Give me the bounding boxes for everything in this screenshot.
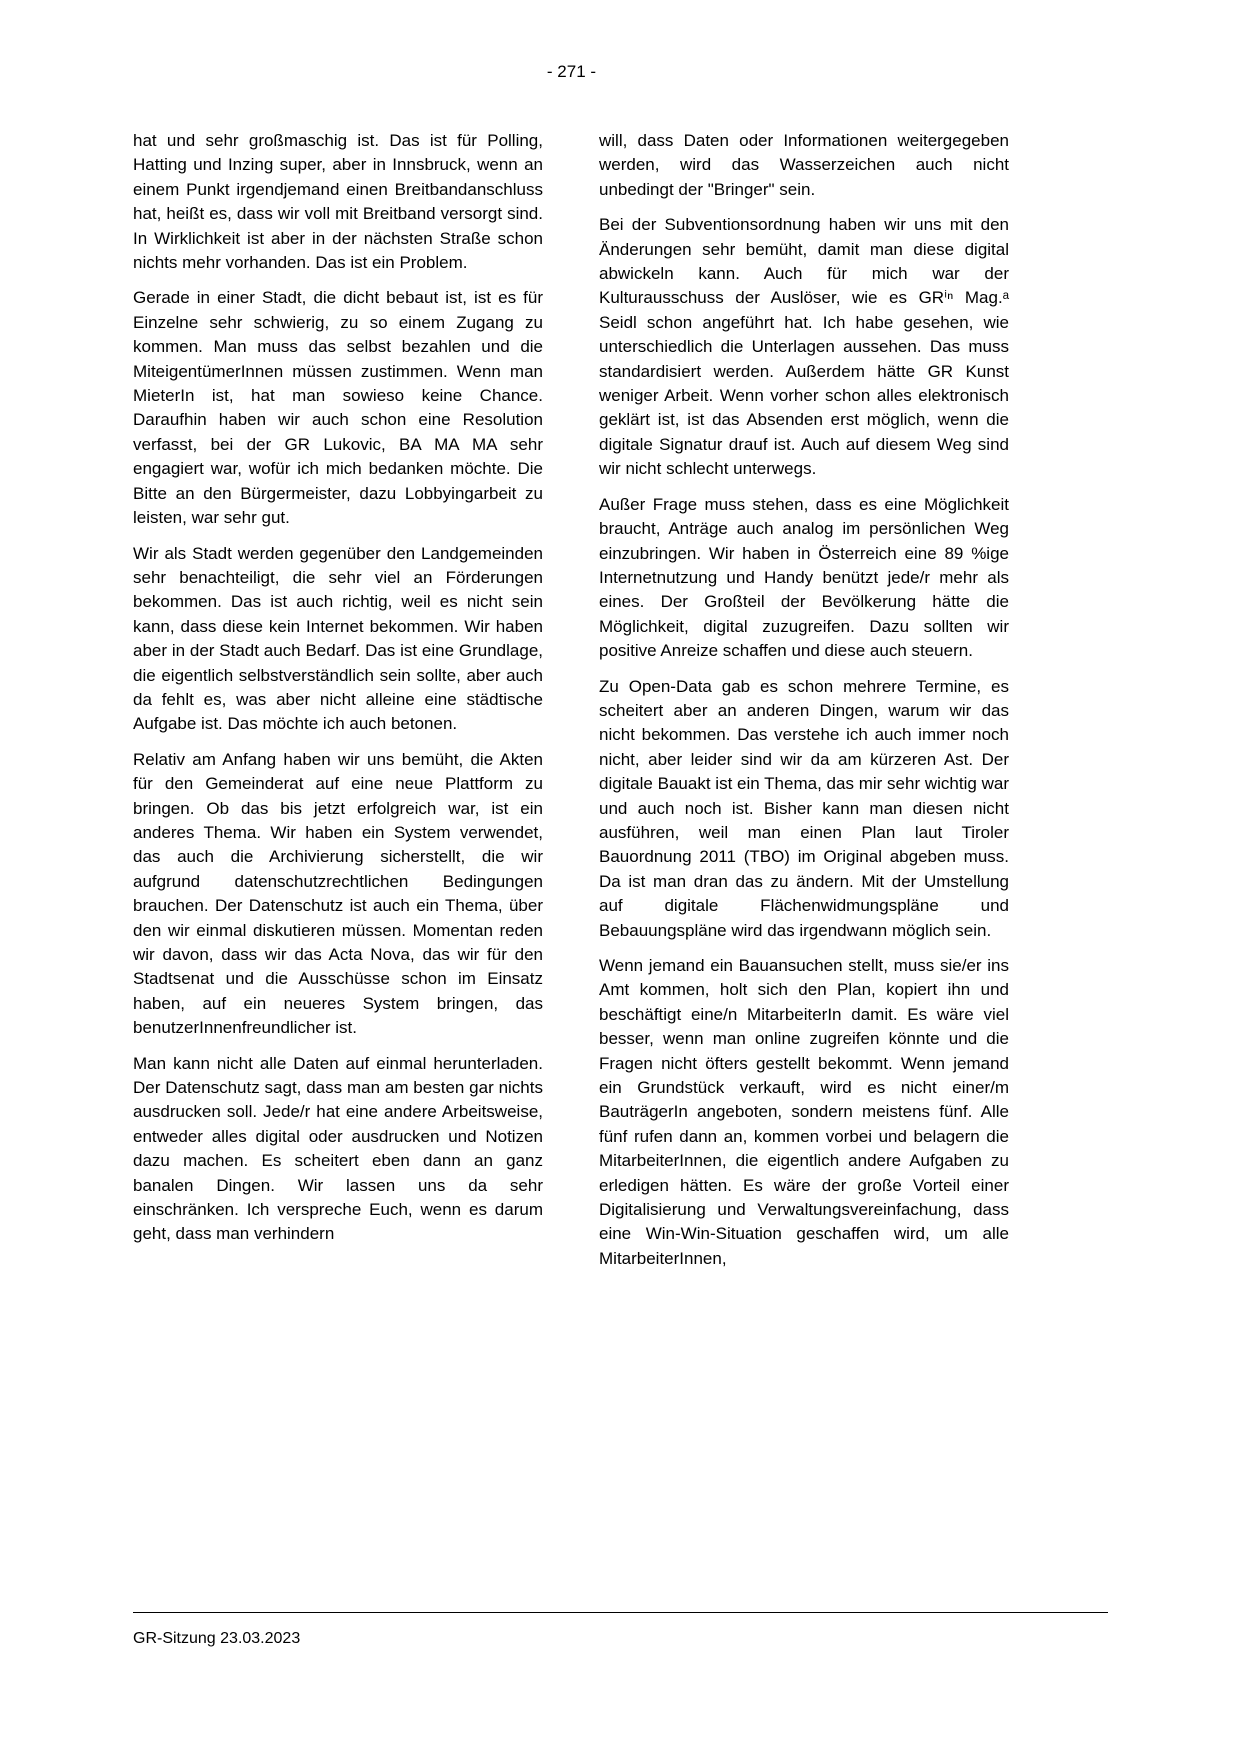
paragraph: hat und sehr großmaschig ist. Das ist für Polling, Hatting und Inzing super, aber in Innsbruck, wenn an einem Punkt irgendjemand einen Breitbandanschluss hat, heißt es, dass wir voll mit Breitband versorgt sind. In Wirklichkeit ist aber in der nächsten Straße schon nichts mehr vorhanden. Das ist ein Problem.	[133, 131, 543, 273]
page-number: - 271 -	[546, 62, 597, 81]
left-column	[133, 129, 543, 1282]
footer-divider	[133, 1612, 1108, 1613]
right-column	[599, 129, 1009, 1282]
paragraph: Wir als Stadt werden gegenüber den Landgemeinden sehr benachteiligt, die sehr viel an Förderungen bekommen. Das ist auch richtig, weil es nicht sein kann, dass diese kein Internet bekommen. Wir haben aber in der Stadt auch Bedarf. Das ist eine Grundlage, die eigentlich selbstverständlich sein sollte, aber auch da fehlt es, was aber nicht alleine eine städtische Aufgabe ist. Das möchte ich auch betonen.	[133, 543, 543, 734]
paragraph: Wenn jemand ein Bauansuchen stellt, muss sie/er ins Amt kommen, holt sich den Plan, kopiert ihn und beschäftigt eine/n MitarbeiterIn damit. Es wäre viel besser, wenn man online zugreifen könnte und die Fragen nicht öfters gestellt bekommt. Wenn jemand ein Grundstück verkauft, wird es nicht einer/m BauträgerIn angeboten, sondern meistens fünf. Alle fünf rufen dann an, kommen vorbei und belagern die MitarbeiterInnen, die eigentlich andere Aufgaben zu erledigen hätten. Es wäre der große Vorteil einer Digitalisierung und Verwaltungsvereinfachung, dass eine Win-Win-Situation geschaffen wird, um alle MitarbeiterInnen,	[599, 956, 1009, 1268]
paragraph: Zu Open-Data gab es schon mehrere Termine, es scheitert aber an anderen Dingen, warum wir das nicht bekommen. Das verstehe ich auch immer noch nicht, aber leider sind wir da am kürzeren Ast. Der digitale Bauakt ist ein Thema, das mir sehr wichtig war und auch noch ist. Bisher kann man diesen nicht ausführen, weil man einen Plan laut Tiroler Bauordnung 2011 (TBO) im Original abgeben muss. Da ist man dran das zu ändern. Mit der Umstellung auf digitale Flächenwidmungspläne und Bebauungspläne wird das irgendwann möglich sein.	[599, 676, 1009, 940]
paragraph: Bei der Subventionsordnung haben wir uns mit den Änderungen sehr bemüht, damit man diese digital abwickeln kann. Auch für mich war der Kulturausschuss der Auslöser, wie es GRⁱⁿ Mag.ᵃ Seidl schon angeführt hat. Ich habe gesehen, wie unterschiedlich die Unterlagen aussehen. Das muss standardisiert werden. Außerdem hätte GR Kunst weniger Arbeit. Wenn vorher schon alles elektronisch geklärt ist, ist das Absenden erst möglich, wenn die digitale Signatur drauf ist. Auch auf diesem Weg sind wir nicht schlecht unterwegs.	[599, 215, 1009, 479]
footer-session-label: GR-Sitzung 23.03.2023	[133, 1630, 301, 1647]
paragraph: Relativ am Anfang haben wir uns bemüht, die Akten für den Gemeinderat auf eine neue Plattform zu bringen. Ob das bis jetzt erfolgreich war, ist ein anderes Thema. Wir haben ein System verwendet, das auch die Archivierung sicherstellt, die wir aufgrund datenschutzrechtlichen Bedingungen brauchen. Der Datenschutz ist auch ein Thema, über den wir einmal diskutieren müssen. Momentan reden wir davon, dass wir das Acta Nova, das wir für den Stadtsenat und die Ausschüsse schon im Einsatz haben, auf ein neueres System bringen, das benutzerInnenfreundlicher ist.	[133, 749, 543, 1038]
paragraph: Außer Frage muss stehen, dass es eine Möglichkeit braucht, Anträge auch analog im persönlichen Weg einzubringen. Wir haben in Österreich eine 89 %ige Internetnutzung und Handy benützt jede/r mehr als eines. Der Großteil der Bevölkerung hätte die Möglichkeit, digital zuzugreifen. Dazu sollten wir positive Anreize schaffen und diese auch steuern.	[599, 494, 1009, 661]
paragraph: will, dass Daten oder Informationen weitergegeben werden, wird das Wasserzeichen auch nicht unbedingt der "Bringer" sein.	[599, 131, 1009, 199]
paragraph: Man kann nicht alle Daten auf einmal herunterladen. Der Datenschutz sagt, dass man am besten gar nichts ausdrucken soll. Jede/r hat eine andere Arbeitsweise, entweder alles digital oder ausdrucken und Notizen dazu machen. Es scheitert eben dann an ganz banalen Dingen. Wir lassen uns da sehr einschränken. Ich verspreche Euch, wenn es darum geht, dass man verhindern	[133, 1053, 543, 1244]
text-columns	[133, 129, 1010, 1282]
paragraph: Gerade in einer Stadt, die dicht bebaut ist, ist es für Einzelne sehr schwierig, zu so einem Zugang zu kommen. Man muss das selbst bezahlen und die MiteigentümerInnen müssen zustimmen. Wenn man MieterIn ist, hat man sowieso keine Chance. Daraufhin haben wir auch schon eine Resolution verfasst, bei der GR Lukovic, BA MA MA sehr engagiert war, wofür ich mich bedanken möchte. Die Bitte an den Bürgermeister, dazu Lobbyingarbeit zu leisten, war sehr gut.	[133, 288, 543, 528]
